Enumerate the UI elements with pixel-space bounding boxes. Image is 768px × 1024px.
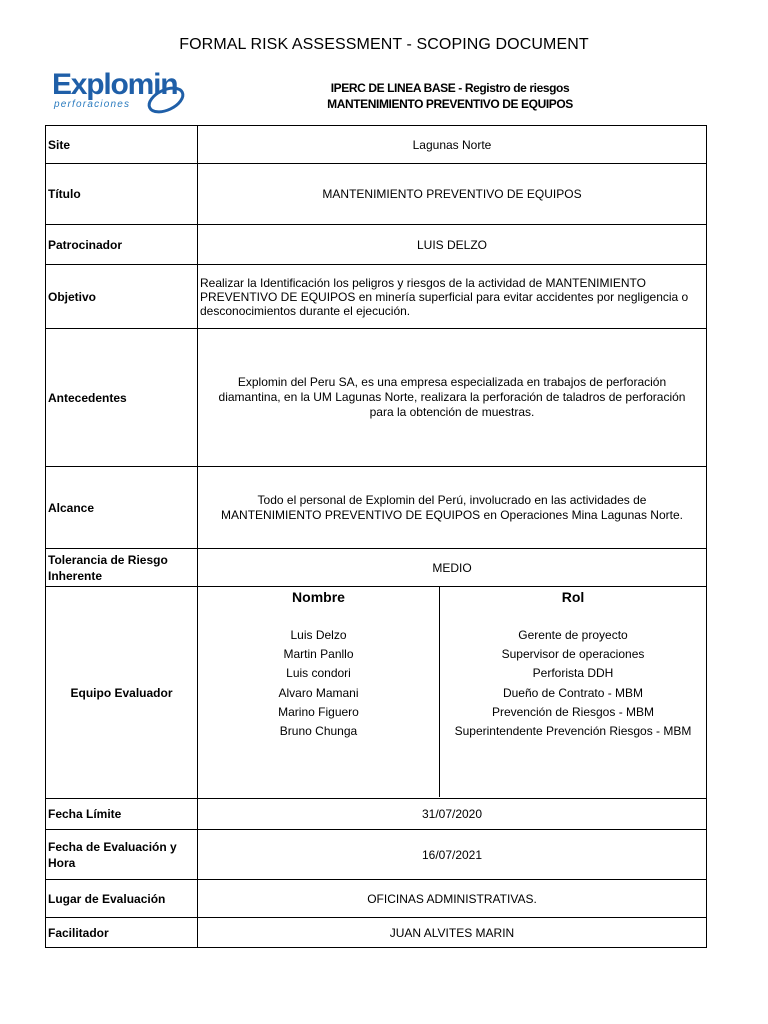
alcance-label: Alcance — [46, 467, 198, 549]
row-alcance — [46, 467, 707, 549]
member-role: Dueño de Contrato - MBM — [502, 685, 644, 700]
equipo-label: Equipo Evaluador — [46, 587, 198, 799]
member-role: Supervisor de operaciones — [501, 647, 645, 662]
row-site — [46, 126, 707, 164]
nombre-header: Nombre — [292, 589, 345, 605]
objetivo-label: Objetivo — [46, 265, 198, 329]
antecedentes-value: Explomin del Peru SA, es una empresa especializada en trabajos de perforación diamantina, en la UM Lagunas Norte, realizara la perforación de taladros de perforación para la obtención de muestras. — [198, 329, 707, 467]
rol-header: Rol — [561, 589, 585, 605]
row-antecedentes — [46, 329, 707, 467]
nombre-list — [198, 626, 439, 741]
patrocinador-value: LUIS DELZO — [198, 225, 707, 265]
logo-tagline: perforaciones — [54, 99, 131, 110]
fecha-limite-value: 31/07/2020 — [198, 799, 707, 830]
facilitador-label: Facilitador — [46, 918, 198, 948]
member-role: Perforista DDH — [532, 666, 614, 681]
row-fecha-limite — [46, 799, 707, 830]
titulo-label: Título — [46, 164, 198, 225]
site-value: Lagunas Norte — [198, 126, 707, 164]
row-objetivo — [46, 265, 707, 329]
header-activity: MANTENIMIENTO PREVENTIVO DE EQUIPOS — [327, 97, 573, 111]
member-name: Martin Panllo — [283, 647, 354, 662]
fecha-limite-label: Fecha Límite — [46, 799, 198, 830]
rol-list — [440, 626, 706, 741]
fecha-evaluacion-value: 16/07/2021 — [198, 830, 707, 880]
row-lugar — [46, 880, 707, 918]
row-tolerancia — [46, 549, 707, 587]
member-name: Bruno Chunga — [279, 724, 358, 739]
equipo-columns — [198, 587, 706, 797]
objetivo-value: Realizar la Identificación los peligros y riesgos de la actividad de MANTENIMIENTO PREVENTIVO DE EQUIPOS en minería superficial para evitar accidentes por negligencia o desconocimientos durante el ejecución. — [198, 265, 707, 329]
scoping-form-table — [45, 125, 707, 948]
member-name: Alvaro Mamani — [278, 685, 359, 700]
row-patrocinador — [46, 225, 707, 265]
fecha-evaluacion-label: Fecha de Evaluación y Hora — [46, 830, 198, 880]
document-title: FORMAL RISK ASSESSMENT - SCOPING DOCUMENT — [179, 36, 589, 53]
lugar-label: Lugar de Evaluación — [46, 880, 198, 918]
site-label: Site — [46, 126, 198, 164]
header-registro: IPERC DE LINEA BASE - Registro de riesgos — [330, 81, 570, 95]
tolerancia-label: Tolerancia de Riesgo Inherente — [46, 549, 198, 587]
row-titulo — [46, 164, 707, 225]
equipo-table-cell — [198, 587, 707, 799]
member-role: Prevención de Riesgos - MBM — [491, 704, 655, 719]
patrocinador-label: Patrocinador — [46, 225, 198, 265]
nombre-column — [198, 587, 440, 797]
tolerancia-value: MEDIO — [198, 549, 707, 587]
rol-column — [440, 587, 706, 797]
lugar-value: OFICINAS ADMINISTRATIVAS. — [198, 880, 707, 918]
logo-wordmark: Explomin — [52, 68, 178, 101]
alcance-value: Todo el personal de Explomin del Perú, involucrado en las actividades de MANTENIMIENTO PREVENTIVO DE EQUIPOS en Operaciones Mina Lagunas Norte. — [198, 467, 707, 549]
row-facilitador — [46, 918, 707, 948]
logo-swoosh-icon — [142, 78, 190, 118]
antecedentes-label: Antecedentes — [46, 329, 198, 467]
member-name: Marino Figuero — [278, 704, 359, 719]
row-fecha-evaluacion — [46, 830, 707, 880]
member-name: Luis Delzo — [290, 628, 347, 642]
member-role: Gerente de proyecto — [518, 628, 628, 642]
member-name: Luis condori — [286, 666, 351, 681]
titulo-value: MANTENIMIENTO PREVENTIVO DE EQUIPOS — [198, 164, 707, 225]
explomin-logo — [50, 68, 190, 118]
member-role: Superintendente Prevención Riesgos - MBM — [454, 724, 692, 739]
row-equipo-evaluador — [46, 587, 707, 799]
facilitador-value: JUAN ALVITES MARIN — [198, 918, 707, 948]
